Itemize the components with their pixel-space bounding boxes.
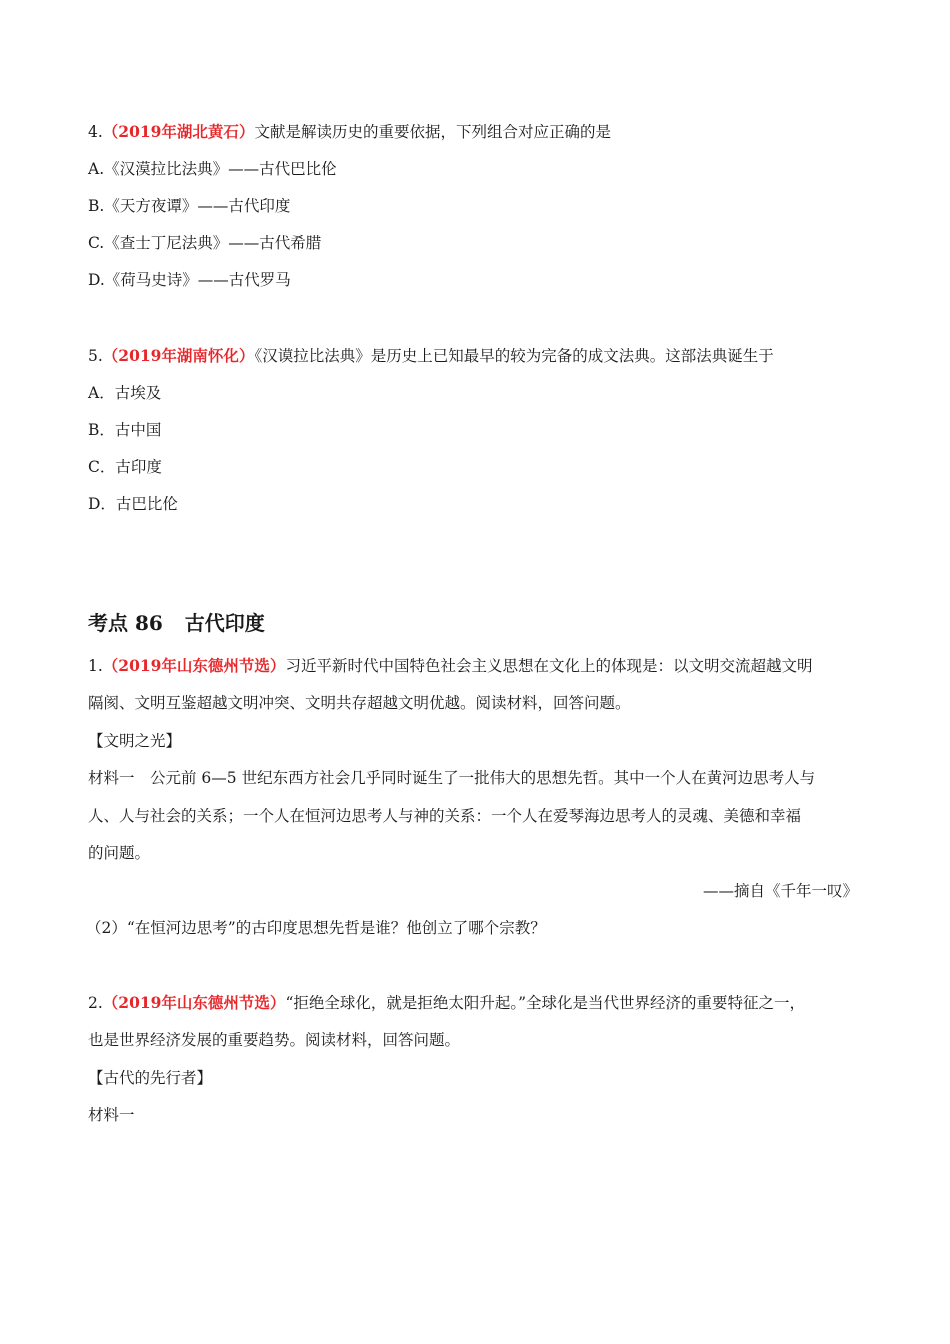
s1-citation: ——摘自《千年一叹》 [702, 882, 858, 900]
s1-stem-part1: 习近平新时代中国特色社会主义思想在文化上的体现是：以文明交流超越文明 [285, 657, 813, 675]
section-title: 古代印度 [184, 611, 265, 635]
q4-stem-line [88, 122, 611, 142]
q4-option-a: A.《汉漠拉比法典》——古代巴比伦 [88, 160, 337, 178]
q5-source: （2019年湖南怀化） [102, 346, 255, 365]
s1-question-2: （2）“在恒河边思考”的古印度思想先哲是谁？他创立了哪个宗教？ [86, 919, 546, 937]
q5-option-a: A．古埃及 [88, 384, 162, 402]
q5-stem: 《汉谟拉比法典》是历史上已知最早的较为完备的成文法典。这部法典诞生于 [254, 347, 774, 365]
q5-option-b: B．古中国 [88, 421, 162, 439]
s2-number: 2. [88, 994, 103, 1012]
section-number: 考点 86 [88, 611, 163, 635]
s1-material-line-1: 材料一 公元前 6—5 世纪东西方社会几乎同时诞生了一批伟大的思想先哲。其中一个人在黄河边思考人与 [88, 769, 816, 787]
s2-source: （2019年山东德州节选） [102, 993, 286, 1012]
s2-stem-line-1 [88, 993, 805, 1013]
q5-option-c: C．古印度 [88, 458, 162, 476]
section-heading [88, 610, 265, 636]
q4-stem: 文献是解读历史的重要依据，下列组合对应正确的是 [254, 123, 611, 141]
s1-stem-line-1 [88, 656, 812, 676]
s1-material-line-2: 人、人与社会的关系；一个人在恒河边思考人与神的关系：一个人在爱琴海边思考人的灵魂、美德和幸福 [88, 807, 802, 825]
q5-number: 5. [88, 347, 103, 365]
s2-material-label: 材料一 [88, 1106, 135, 1124]
s2-stem-part1: “拒绝全球化，就是拒绝太阳升起。”全球化是当代世界经济的重要特征之一， [285, 994, 806, 1012]
s1-material-line-3: 的问题。 [88, 844, 151, 862]
q4-number: 4. [88, 123, 103, 141]
s1-number: 1. [88, 657, 103, 675]
s2-subhead: 【古代的先行者】 [88, 1069, 213, 1087]
s1-stem-line-2: 隔阂、文明互鉴超越文明冲突、文明共存超越文明优越。阅读材料，回答问题。 [88, 694, 631, 712]
q4-source: （2019年湖北黄石） [102, 122, 255, 141]
q5-stem-line [88, 346, 774, 366]
s1-subhead: 【文明之光】 [88, 732, 182, 750]
s2-stem-line-2: 也是世界经济发展的重要趋势。阅读材料，回答问题。 [88, 1031, 461, 1049]
q4-option-b: B.《天方夜谭》——古代印度 [88, 197, 291, 215]
q4-option-c: C.《查士丁尼法典》——古代希腊 [88, 234, 322, 252]
q4-option-d: D.《荷马史诗》——古代罗马 [88, 271, 291, 289]
s1-source: （2019年山东德州节选） [102, 656, 286, 675]
q5-option-d: D．古巴比伦 [88, 495, 178, 513]
